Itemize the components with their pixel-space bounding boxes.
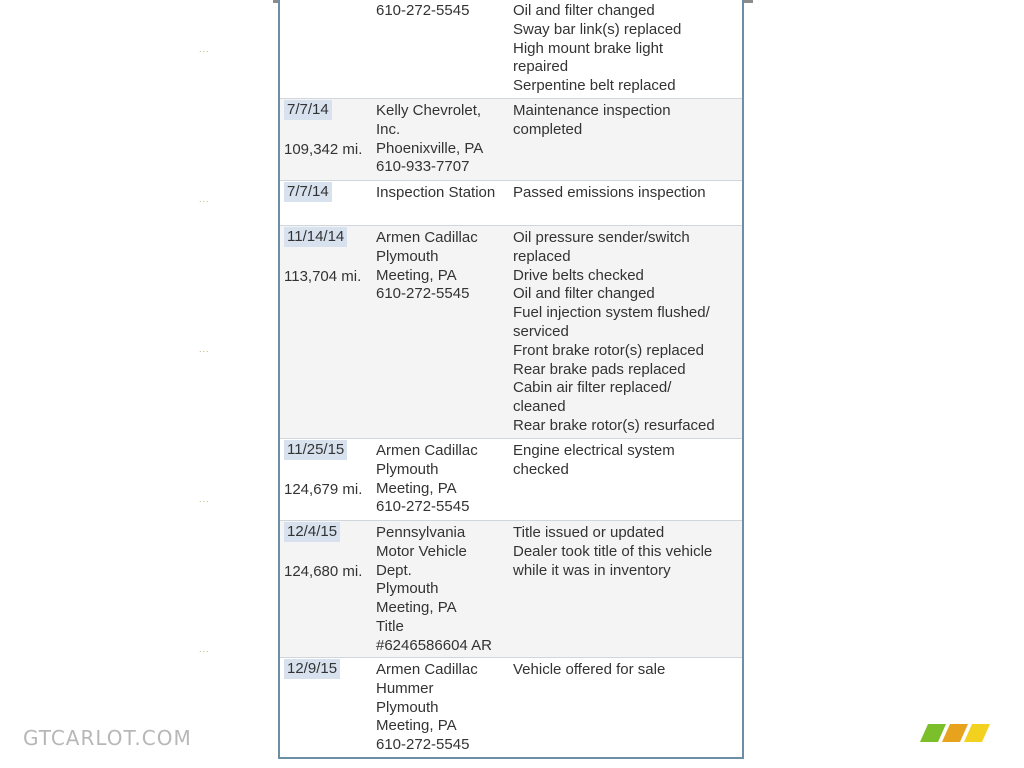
date-badge: 12/9/15 xyxy=(284,659,340,679)
margin-dots: ... xyxy=(199,44,210,54)
row-source: Armen Cadillac Plymouth Meeting, PA 610-272-5545 xyxy=(376,229,478,303)
date-badge: 11/14/14 xyxy=(284,227,347,247)
stripes-logo-icon xyxy=(920,722,998,744)
history-row xyxy=(280,439,742,521)
row-details: Maintenance inspection completed xyxy=(513,102,671,138)
row-source: Inspection Station xyxy=(376,184,496,201)
mileage: 113,704 mi. xyxy=(284,268,362,285)
row-details: Oil and filter changed Sway bar link(s) replaced High mount brake light repaired Serpentine belt replaced xyxy=(513,2,682,95)
margin-dots: ... xyxy=(199,194,210,204)
mileage: 109,342 mi. xyxy=(284,141,363,158)
row-source: Armen Cadillac Hummer Plymouth Meeting, PA 610-272-5545 xyxy=(376,661,478,754)
row-source: Pennsylvania Motor Vehicle Dept. Plymouth Meeting, PA Title #6246586604 AR xyxy=(376,524,492,654)
margin-dots: ... xyxy=(199,344,210,354)
history-row xyxy=(280,181,742,226)
mileage: 124,680 mi. xyxy=(284,563,363,580)
row-details: Passed emissions inspection xyxy=(513,184,706,201)
history-row xyxy=(280,0,742,99)
mileage: 124,679 mi. xyxy=(284,481,363,498)
history-row xyxy=(280,99,742,181)
history-row xyxy=(280,658,742,757)
row-details: Engine electrical system checked xyxy=(513,442,675,478)
date-badge: 7/7/14 xyxy=(284,100,332,120)
row-details: Title issued or updated Dealer took title of this vehicle while it was in inventory xyxy=(513,524,713,579)
date-badge: 7/7/14 xyxy=(284,182,332,202)
history-row xyxy=(280,226,742,439)
margin-dots: ... xyxy=(199,494,210,504)
date-badge: 12/4/15 xyxy=(284,522,340,542)
row-source: Kelly Chevrolet, Inc. Phoenixville, PA 610-933-7707 xyxy=(376,102,484,176)
row-source: Armen Cadillac Plymouth Meeting, PA 610-272-5545 xyxy=(376,442,478,516)
row-source: 610-272-5545 xyxy=(376,2,470,19)
history-row xyxy=(280,521,742,658)
watermark-logo: GTCARLOT.COM xyxy=(23,726,192,750)
row-details: Oil pressure sender/switch replaced Drive belts checked Oil and filter changed Fuel injection system flushed/ serviced Front brake rotor(s) replaced Rear brake pads replaced Cabin air filter replaced/ cleaned Rear brake rotor(s) resurfaced xyxy=(513,229,715,434)
service-history-table xyxy=(278,0,744,759)
margin-dots: ... xyxy=(199,644,210,654)
date-badge: 11/25/15 xyxy=(284,440,347,460)
row-details: Vehicle offered for sale xyxy=(513,661,666,678)
